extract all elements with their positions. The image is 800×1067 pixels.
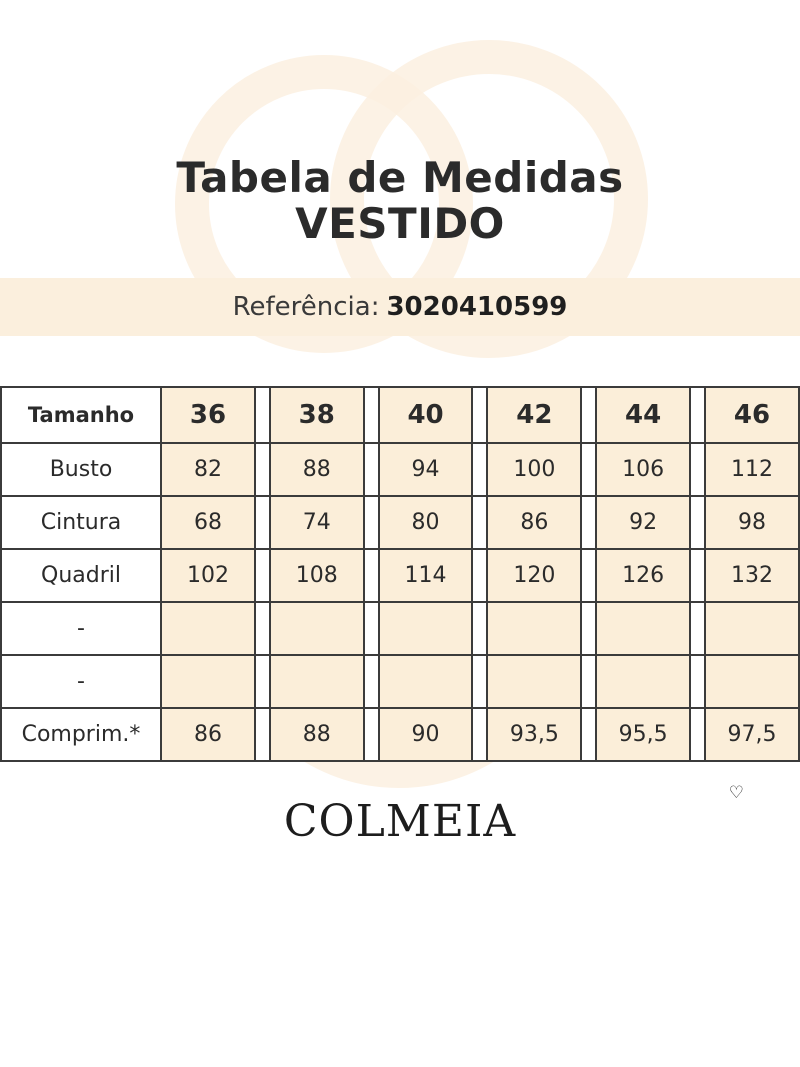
- table-cell: 88: [270, 708, 364, 761]
- column-divider: [472, 602, 487, 655]
- table-cell: [161, 655, 255, 708]
- column-divider: [364, 549, 379, 602]
- table-cell: [705, 602, 799, 655]
- table-cell: 102: [161, 549, 255, 602]
- column-divider: [364, 602, 379, 655]
- table-cell: 86: [161, 708, 255, 761]
- table-cell: 94: [379, 443, 473, 496]
- table-cell: 108: [270, 549, 364, 602]
- column-divider: [255, 443, 270, 496]
- column-divider: [690, 496, 705, 549]
- column-divider: [364, 708, 379, 761]
- column-divider: [472, 443, 487, 496]
- column-divider: [255, 387, 270, 443]
- size-table: [0, 386, 800, 762]
- table-cell: 120: [487, 549, 581, 602]
- table-row: [1, 443, 799, 496]
- column-divider: [255, 708, 270, 761]
- heart-icon: ♡: [728, 783, 744, 804]
- table-cell: 68: [161, 496, 255, 549]
- column-divider: [581, 655, 596, 708]
- column-divider: [364, 655, 379, 708]
- table-cell: 126: [596, 549, 690, 602]
- table-cell: 38: [270, 387, 364, 443]
- brand-logo: [0, 783, 800, 848]
- table-cell: [596, 602, 690, 655]
- table-cell: 114: [379, 549, 473, 602]
- table-cell: 97,5: [705, 708, 799, 761]
- table-cell: [487, 602, 581, 655]
- table-cell: [487, 655, 581, 708]
- reference-value: 3020410599: [386, 292, 568, 323]
- brand-name: COLMEIA: [283, 796, 517, 848]
- table-cell: [705, 655, 799, 708]
- title-secondary: VESTIDO: [295, 199, 505, 249]
- column-divider: [255, 549, 270, 602]
- table-cell: [596, 655, 690, 708]
- row-label: -: [1, 655, 161, 708]
- table-cell: [379, 602, 473, 655]
- column-divider: [255, 602, 270, 655]
- table-row: [1, 496, 799, 549]
- table-cell: 90: [379, 708, 473, 761]
- column-divider: [472, 708, 487, 761]
- table-cell: 36: [161, 387, 255, 443]
- table-row: [1, 655, 799, 708]
- column-divider: [255, 655, 270, 708]
- table-row: [1, 387, 799, 443]
- column-divider: [581, 443, 596, 496]
- column-divider: [690, 549, 705, 602]
- title-primary: Tabela de Medidas: [176, 153, 624, 202]
- column-divider: [581, 708, 596, 761]
- table-cell: 42: [487, 387, 581, 443]
- table-cell: 92: [596, 496, 690, 549]
- column-divider: [472, 496, 487, 549]
- table-cell: 95,5: [596, 708, 690, 761]
- table-cell: 98: [705, 496, 799, 549]
- table-cell: 44: [596, 387, 690, 443]
- row-label: -: [1, 602, 161, 655]
- table-cell: [270, 602, 364, 655]
- column-divider: [472, 387, 487, 443]
- reference-label: Referência:: [232, 292, 380, 323]
- table-cell: 132: [705, 549, 799, 602]
- table-row: [1, 708, 799, 761]
- table-cell: [379, 655, 473, 708]
- column-divider: [581, 387, 596, 443]
- column-divider: [472, 655, 487, 708]
- column-divider: [581, 602, 596, 655]
- column-divider: [364, 387, 379, 443]
- column-divider: [690, 443, 705, 496]
- column-divider: [364, 496, 379, 549]
- table-cell: [270, 655, 364, 708]
- row-label: Quadril: [1, 549, 161, 602]
- table-cell: 88: [270, 443, 364, 496]
- row-label: Cintura: [1, 496, 161, 549]
- column-divider: [690, 708, 705, 761]
- column-divider: [364, 443, 379, 496]
- table-cell: 106: [596, 443, 690, 496]
- row-label: Busto: [1, 443, 161, 496]
- reference-band: [0, 278, 800, 336]
- column-divider: [690, 602, 705, 655]
- column-divider: [690, 387, 705, 443]
- column-divider: [472, 549, 487, 602]
- table-row: [1, 549, 799, 602]
- column-divider: [581, 549, 596, 602]
- table-cell: [161, 602, 255, 655]
- table-cell: 46: [705, 387, 799, 443]
- table-cell: 112: [705, 443, 799, 496]
- page-title: [0, 0, 800, 247]
- table-cell: 93,5: [487, 708, 581, 761]
- table-cell: 74: [270, 496, 364, 549]
- column-divider: [581, 496, 596, 549]
- table-cell: 100: [487, 443, 581, 496]
- row-label: Tamanho: [1, 387, 161, 443]
- table-cell: 80: [379, 496, 473, 549]
- column-divider: [255, 496, 270, 549]
- size-table-container: [0, 386, 800, 762]
- table-row: [1, 602, 799, 655]
- row-label: Comprim.*: [1, 708, 161, 761]
- column-divider: [690, 655, 705, 708]
- table-cell: 40: [379, 387, 473, 443]
- table-cell: 82: [161, 443, 255, 496]
- table-cell: 86: [487, 496, 581, 549]
